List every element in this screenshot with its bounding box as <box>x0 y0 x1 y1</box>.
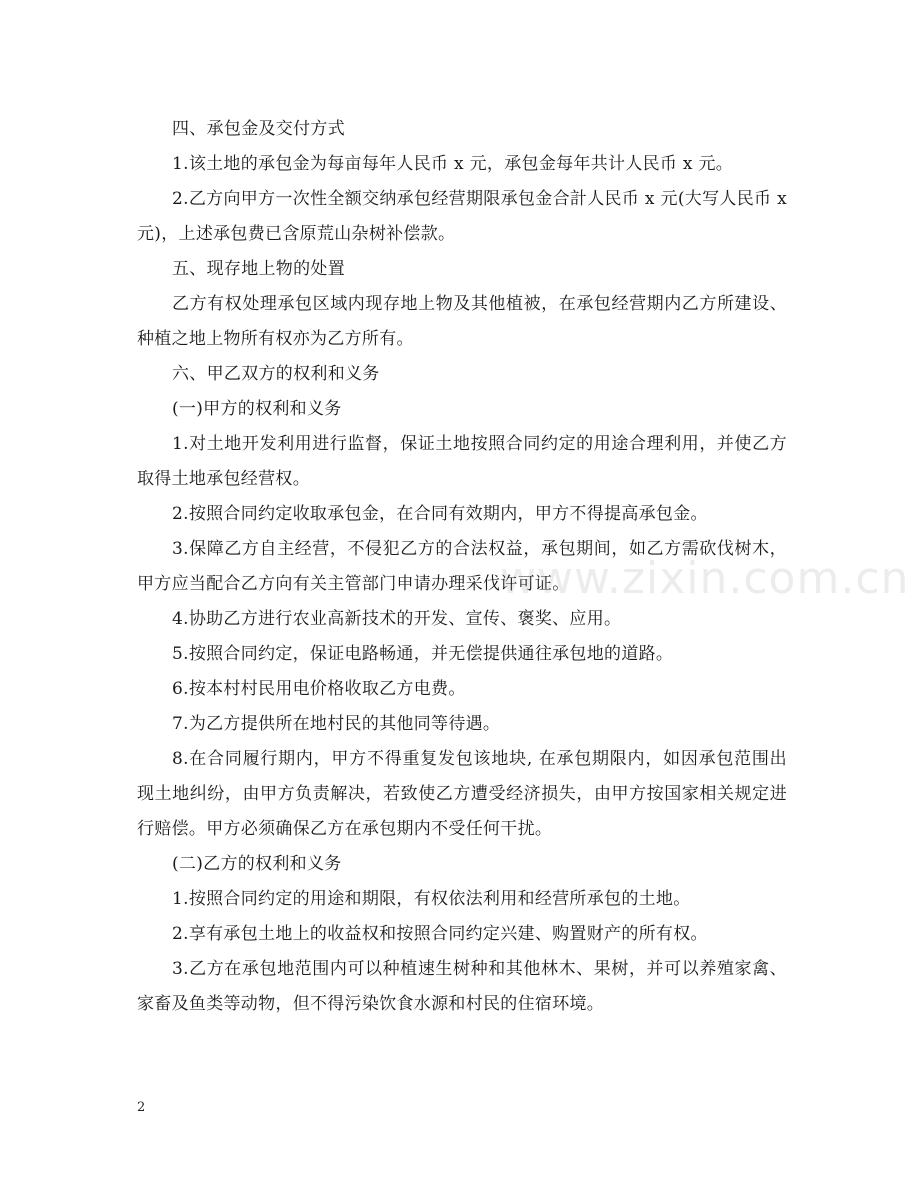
watermark: www.zixin.com.cn <box>500 553 910 604</box>
paragraph: 乙方有权处理承包区域内现存地上物及其他植被，在承包经营期内乙方所建设、种植之地上物所有权亦为乙方所有。 <box>137 294 787 349</box>
subsection-heading-party-b: (二)乙方的权利和义务 <box>172 854 342 874</box>
paragraph: 1.该土地的承包金为每亩每年人民币 x 元，承包金每年共计人民币 x 元。 <box>172 154 734 174</box>
paragraph: 5.按照合同约定，保证电路畅通，并无偿提供通往承包地的道路。 <box>172 644 674 664</box>
subsection-heading-party-a: (一)甲方的权利和义务 <box>172 399 342 419</box>
page-number: 2 <box>137 1100 146 1115</box>
paragraph: 4.协助乙方进行农业高新技术的开发、宣传、褒奖、应用。 <box>172 609 622 629</box>
paragraph: 6.按本村村民用电价格收取乙方电费。 <box>172 679 466 699</box>
paragraph: 1.按照合同约定的用途和期限，有权依法利用和经营所承包的土地。 <box>172 889 691 909</box>
paragraph: 2.享有承包土地上的收益权和按照合同约定兴建、购置财产的所有权。 <box>172 924 708 944</box>
paragraph: 2.乙方向甲方一次性全额交纳承包经营期限承包金合計人民币 x 元(大写人民币 x 元)，上述承包费已含原荒山杂树补偿款。 <box>137 189 787 244</box>
paragraph: 3.保障乙方自主经营，不侵犯乙方的合法权益，承包期间，如乙方需砍伐树木，甲方应当配合乙方向有关主管部门申请办理采伐许可证。 <box>137 539 787 594</box>
paragraph: 3.乙方在承包地范围内可以种植速生树种和其他林木、果树，并可以养殖家禽、家畜及鱼类等动物，但不得污染饮食水源和村民的住宿环境。 <box>137 959 787 1014</box>
document-body <box>137 112 787 1022</box>
section-heading-existing-property: 五、现存地上物的处置 <box>172 259 345 279</box>
paragraph: 2.按照合同约定收取承包金，在合同有效期内，甲方不得提高承包金。 <box>172 504 708 524</box>
section-heading-rights-obligations: 六、甲乙双方的权利和义务 <box>172 364 380 384</box>
paragraph: 8.在合同履行期内，甲方不得重复发包该地块, 在承包期限内，如因承包范围出现土地纠纷，由甲方负责解决，若致使乙方遭受经济损失，由甲方按国家相关规定进行赔偿。甲方必须确保乙方在承包期内不受任何干扰。 <box>137 749 787 839</box>
section-heading-payment: 四、承包金及交付方式 <box>172 119 345 139</box>
paragraph: 1.对土地开发利用进行监督，保证土地按照合同约定的用途合理利用，并使乙方取得土地承包经营权。 <box>137 434 787 489</box>
paragraph: 7.为乙方提供所在地村民的其他同等待遇。 <box>172 714 501 734</box>
